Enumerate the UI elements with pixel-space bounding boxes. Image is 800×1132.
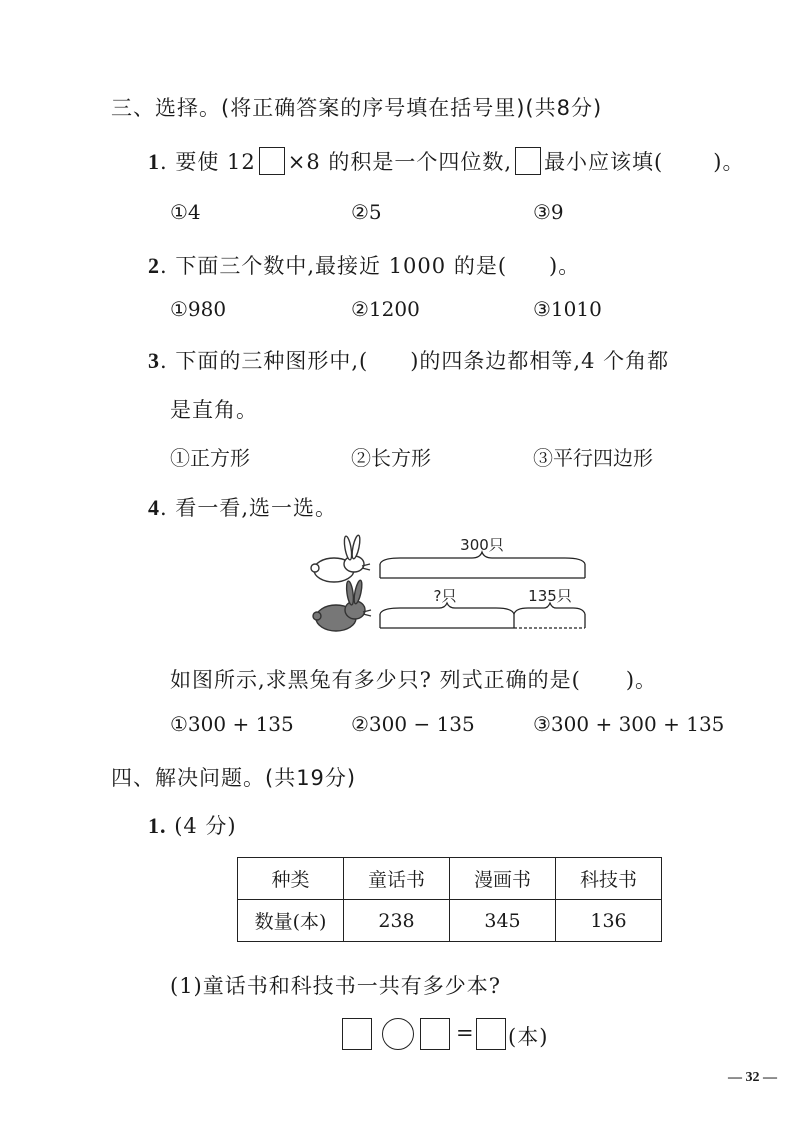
option[interactable]: ②1200 — [351, 297, 420, 321]
rabbit-diagram — [300, 530, 600, 640]
option[interactable]: ②5 — [351, 200, 382, 224]
table-header-cell: 科技书 — [556, 858, 662, 900]
question-number: 4 — [148, 495, 160, 520]
question-text: )。 — [625, 668, 658, 692]
option[interactable]: ①正方形 — [170, 446, 250, 470]
question-text: )。 — [713, 150, 745, 174]
sub-question-1: (1)童话书和科技书一共有多少本? — [170, 974, 502, 998]
blank-box[interactable] — [259, 147, 285, 175]
table-cell: 345 — [450, 900, 556, 942]
question-4-prompt — [170, 664, 657, 694]
table-header-cell: 种类 — [238, 858, 344, 900]
blank-box[interactable] — [515, 147, 541, 175]
table-header-cell: 童话书 — [344, 858, 450, 900]
question-text-cont: 是直角。 — [170, 398, 258, 422]
section-4-title: 四、解决问题。(共19分) — [111, 766, 357, 790]
result-box[interactable] — [476, 1018, 506, 1050]
option[interactable]: ①980 — [170, 297, 227, 321]
option[interactable]: ①300 + 135 — [170, 712, 294, 736]
operator-circle[interactable] — [382, 1018, 414, 1050]
table-cell: 238 — [344, 900, 450, 942]
black-rabbit-icon — [313, 580, 371, 631]
question-text: . 下面三个数中,最接近 1000 的是( — [160, 254, 508, 278]
score-label: (4 分) — [174, 814, 237, 838]
option[interactable]: ②300 − 135 — [351, 712, 475, 736]
option[interactable]: ③1010 — [533, 297, 602, 321]
question-text: 如图所示,求黑兔有多少只? 列式正确的是( — [170, 668, 581, 692]
option[interactable]: ③9 — [533, 200, 564, 224]
question-text: )的四条边都相等,4 个角都 — [410, 349, 670, 373]
question-text: ×8 的积是一个四位数, — [287, 150, 513, 174]
option[interactable]: ③平行四边形 — [533, 446, 653, 470]
question-3 — [148, 345, 669, 375]
operand-box[interactable] — [420, 1018, 450, 1050]
equals-sign: = — [456, 1021, 475, 1045]
option[interactable]: ②长方形 — [351, 446, 431, 470]
operand-box[interactable] — [342, 1018, 372, 1050]
question-number: 2 — [148, 253, 160, 278]
page-number: — 32 — — [728, 1070, 777, 1085]
question-1 — [148, 146, 744, 176]
table-cell: 136 — [556, 900, 662, 942]
question-text: . 看一看,选一选。 — [160, 496, 338, 520]
table-cell: 数量(本) — [238, 900, 344, 942]
table-header-row — [238, 858, 662, 900]
question-text: . 下面的三种图形中,( — [160, 349, 369, 373]
table-row — [238, 900, 662, 942]
table-header-cell: 漫画书 — [450, 858, 556, 900]
question-text: 最小应该填( — [544, 150, 664, 174]
question-2 — [148, 250, 580, 280]
book-table — [237, 857, 662, 942]
question-number: 1. — [148, 813, 167, 838]
difference-label: 135只 — [528, 587, 572, 605]
top-label: 300只 — [460, 536, 504, 554]
unknown-label: ?只 — [433, 587, 457, 605]
option[interactable]: ③300 + 300 + 135 — [533, 712, 725, 736]
question-text: . 要使 12 — [160, 150, 256, 174]
unit-label: (本) — [508, 1025, 549, 1049]
question-text: )。 — [549, 254, 581, 278]
white-rabbit-icon — [311, 535, 370, 582]
problem-1 — [148, 810, 237, 840]
question-number: 1 — [148, 149, 160, 174]
section-3-title: 三、选择。(将正确答案的序号填在括号里)(共8分) — [111, 96, 603, 120]
question-number: 3 — [148, 348, 160, 373]
option[interactable]: ①4 — [170, 200, 201, 224]
question-4 — [148, 492, 337, 522]
